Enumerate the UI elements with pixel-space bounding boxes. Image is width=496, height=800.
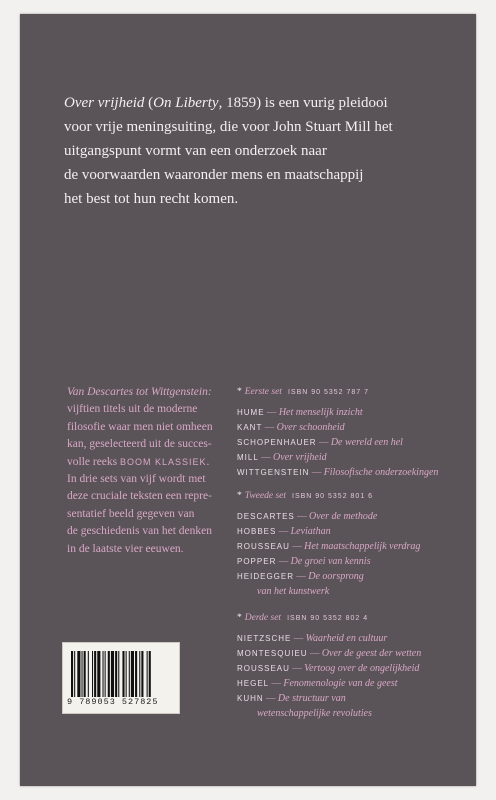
separator: — — [276, 527, 291, 537]
set-1 — [237, 384, 477, 480]
set-1-label: Eerste set — [244, 387, 282, 397]
barcode-bar — [84, 651, 86, 697]
intro-line-3: filosofie waar men niet omheen — [67, 420, 213, 433]
work: Waarheid en cultuur — [305, 633, 388, 644]
intro-line-5 — [67, 454, 237, 471]
set-3-title-1 — [237, 631, 477, 646]
separator: — — [289, 664, 305, 674]
set-2-title-1 — [237, 509, 477, 524]
barcode-bar — [135, 651, 137, 697]
author: DESCARTES — [237, 512, 295, 521]
work: Over de methode — [309, 511, 378, 522]
set-3-label: Derde set — [244, 613, 282, 623]
intro-line-1 — [67, 384, 237, 401]
set-2-header — [237, 488, 477, 504]
set-1-title-3 — [237, 435, 477, 450]
separator: — — [307, 649, 322, 659]
work: Leviathan — [290, 526, 331, 537]
set-2-title-4 — [237, 554, 477, 569]
set-2-title-5-cont — [237, 584, 477, 599]
work: Vertoog over de ongelijkheid — [304, 663, 420, 674]
barcode-bar — [129, 651, 130, 697]
series-name: BOOM KLASSIEK — [120, 456, 207, 467]
set-3-header — [237, 610, 477, 626]
work: Over de geest der wetten — [321, 648, 422, 659]
barcode-bar — [88, 651, 89, 697]
set-3 — [237, 610, 477, 721]
set-2-title-2 — [237, 524, 477, 539]
work-continued: wetenschappelijke revoluties — [257, 708, 372, 719]
separator: — — [309, 468, 324, 478]
author: HOBBES — [237, 527, 277, 536]
set-1-title-4 — [237, 450, 477, 465]
blurb-line-1-rest: , 1859) is een vurig pleidooi — [218, 95, 388, 111]
set-3-title-3 — [237, 661, 477, 676]
set-2-label: Tweede set — [244, 491, 286, 501]
set-1-isbn: ISBN 90 5352 787 7 — [287, 389, 370, 396]
star-icon: * — [237, 613, 242, 623]
intro-line-10: in de laatste vier eeuwen. — [67, 542, 184, 555]
intro-line-8: sentatief beeld gegeven van — [67, 507, 195, 520]
barcode-bar — [77, 651, 80, 697]
author: KANT — [237, 423, 263, 432]
blurb-line-1 — [64, 91, 464, 115]
blurb-line-3: uitgangspunt vormt van een onderzoek naar — [64, 143, 327, 159]
barcode-bar — [74, 651, 75, 697]
work: Filosofische onderzoekingen — [323, 467, 439, 478]
author: ROUSSEAU — [237, 542, 290, 551]
set-3-title-5-cont — [237, 706, 477, 721]
separator: — — [258, 453, 274, 463]
barcode-bar — [103, 651, 104, 697]
work: Het menselijk inzicht — [278, 407, 363, 418]
barcode-bar — [131, 651, 134, 697]
barcode-bar — [97, 651, 100, 697]
blurb-title: Over vrijheid — [64, 95, 145, 111]
intro-line-5-post: . — [206, 455, 210, 468]
set-1-title-2 — [237, 420, 477, 435]
separator: — — [262, 423, 277, 433]
set-2-isbn: ISBN 90 5352 801 6 — [292, 493, 374, 500]
separator: — — [289, 542, 305, 552]
barcode-bar — [147, 651, 148, 697]
separator: — — [263, 694, 278, 704]
barcode-bar — [115, 651, 117, 697]
set-2-title-3 — [237, 539, 477, 554]
barcode-bar — [122, 651, 124, 697]
work: De structuur van — [277, 693, 346, 704]
set-3-title-2 — [237, 646, 477, 661]
intro-line-6: In drie sets van vijf wordt met — [67, 473, 206, 486]
star-icon: * — [237, 491, 242, 501]
isbn-barcode — [62, 642, 180, 714]
author: WITTGENSTEIN — [237, 468, 310, 477]
work: De oorsprong — [308, 571, 364, 582]
series-intro — [67, 384, 237, 558]
barcode-bars — [71, 651, 173, 697]
author: MONTESQUIEU — [237, 649, 308, 658]
set-1-title-5 — [237, 465, 477, 480]
barcode-bar — [118, 651, 119, 697]
intro-line-9: de geschiedenis van het denken — [67, 525, 212, 538]
blurb-line-2: voor vrije meningsuiting, die voor John Stuart Mill het — [64, 119, 393, 135]
set-3-title-4 — [237, 676, 477, 691]
set-1-header — [237, 384, 477, 400]
star-icon: * — [237, 387, 242, 397]
barcode-bar — [82, 651, 83, 697]
separator: — — [291, 634, 306, 644]
work: Over vrijheid — [273, 452, 327, 463]
barcode-number: 9 789053 527825 — [67, 697, 159, 707]
separator: — — [269, 679, 284, 689]
separator: — — [294, 512, 310, 522]
set-3-isbn: ISBN 90 5352 802 4 — [287, 615, 369, 622]
work: Het maatschappelijk verdrag — [304, 541, 421, 552]
work: De wereld een hel — [330, 437, 403, 448]
separator: — — [264, 408, 279, 418]
intro-line-5-pre: volle reeks — [67, 455, 121, 468]
barcode-bar — [94, 651, 96, 697]
blurb-original-title: On Liberty — [153, 95, 219, 111]
separator: — — [316, 438, 331, 448]
set-2-title-5 — [237, 569, 477, 584]
barcode-bar — [111, 651, 114, 697]
separator: — — [276, 557, 291, 567]
intro-line-2: vijftien titels uit de moderne — [67, 403, 198, 416]
author: HUME — [237, 408, 265, 417]
author: POPPER — [237, 557, 277, 566]
barcode-bar — [126, 651, 127, 697]
author: ROUSSEAU — [237, 664, 290, 673]
barcode-bar — [108, 651, 110, 697]
author: KUHN — [237, 694, 264, 703]
author: MILL — [237, 453, 259, 462]
blurb-text — [64, 91, 464, 211]
author: HEIDEGGER — [237, 572, 295, 581]
author: HEGEL — [237, 679, 270, 688]
author: NIETZSCHE — [237, 634, 292, 643]
barcode-bar — [139, 651, 140, 697]
work: Over schoonheid — [276, 422, 345, 433]
barcode-bar — [149, 651, 151, 697]
blurb-line-5: het best tot hun recht komen. — [64, 191, 239, 207]
set-3-title-5 — [237, 691, 477, 706]
intro-line-7: deze cruciale teksten een repre- — [67, 490, 212, 503]
author: SCHOPENHAUER — [237, 438, 317, 447]
barcode-bar — [71, 651, 73, 697]
work: De groei van kennis — [290, 556, 371, 567]
work-continued: van het kunstwerk — [257, 586, 330, 597]
blurb-paren: ( — [144, 95, 154, 111]
barcode-bar — [92, 651, 93, 697]
separator: — — [294, 572, 309, 582]
barcode-bar — [105, 651, 106, 697]
intro-heading: Van Descartes tot Wittgenstein: — [67, 386, 212, 398]
set-1-title-1 — [237, 405, 477, 420]
intro-line-4: kan, geselecteerd uit de succes- — [67, 438, 212, 451]
barcode-bar — [141, 651, 143, 697]
blurb-line-4: de voorwaarden waaronder mens en maatschappij — [64, 167, 364, 183]
set-2 — [237, 488, 477, 599]
work: Fenomenologie van de geest — [283, 678, 398, 689]
